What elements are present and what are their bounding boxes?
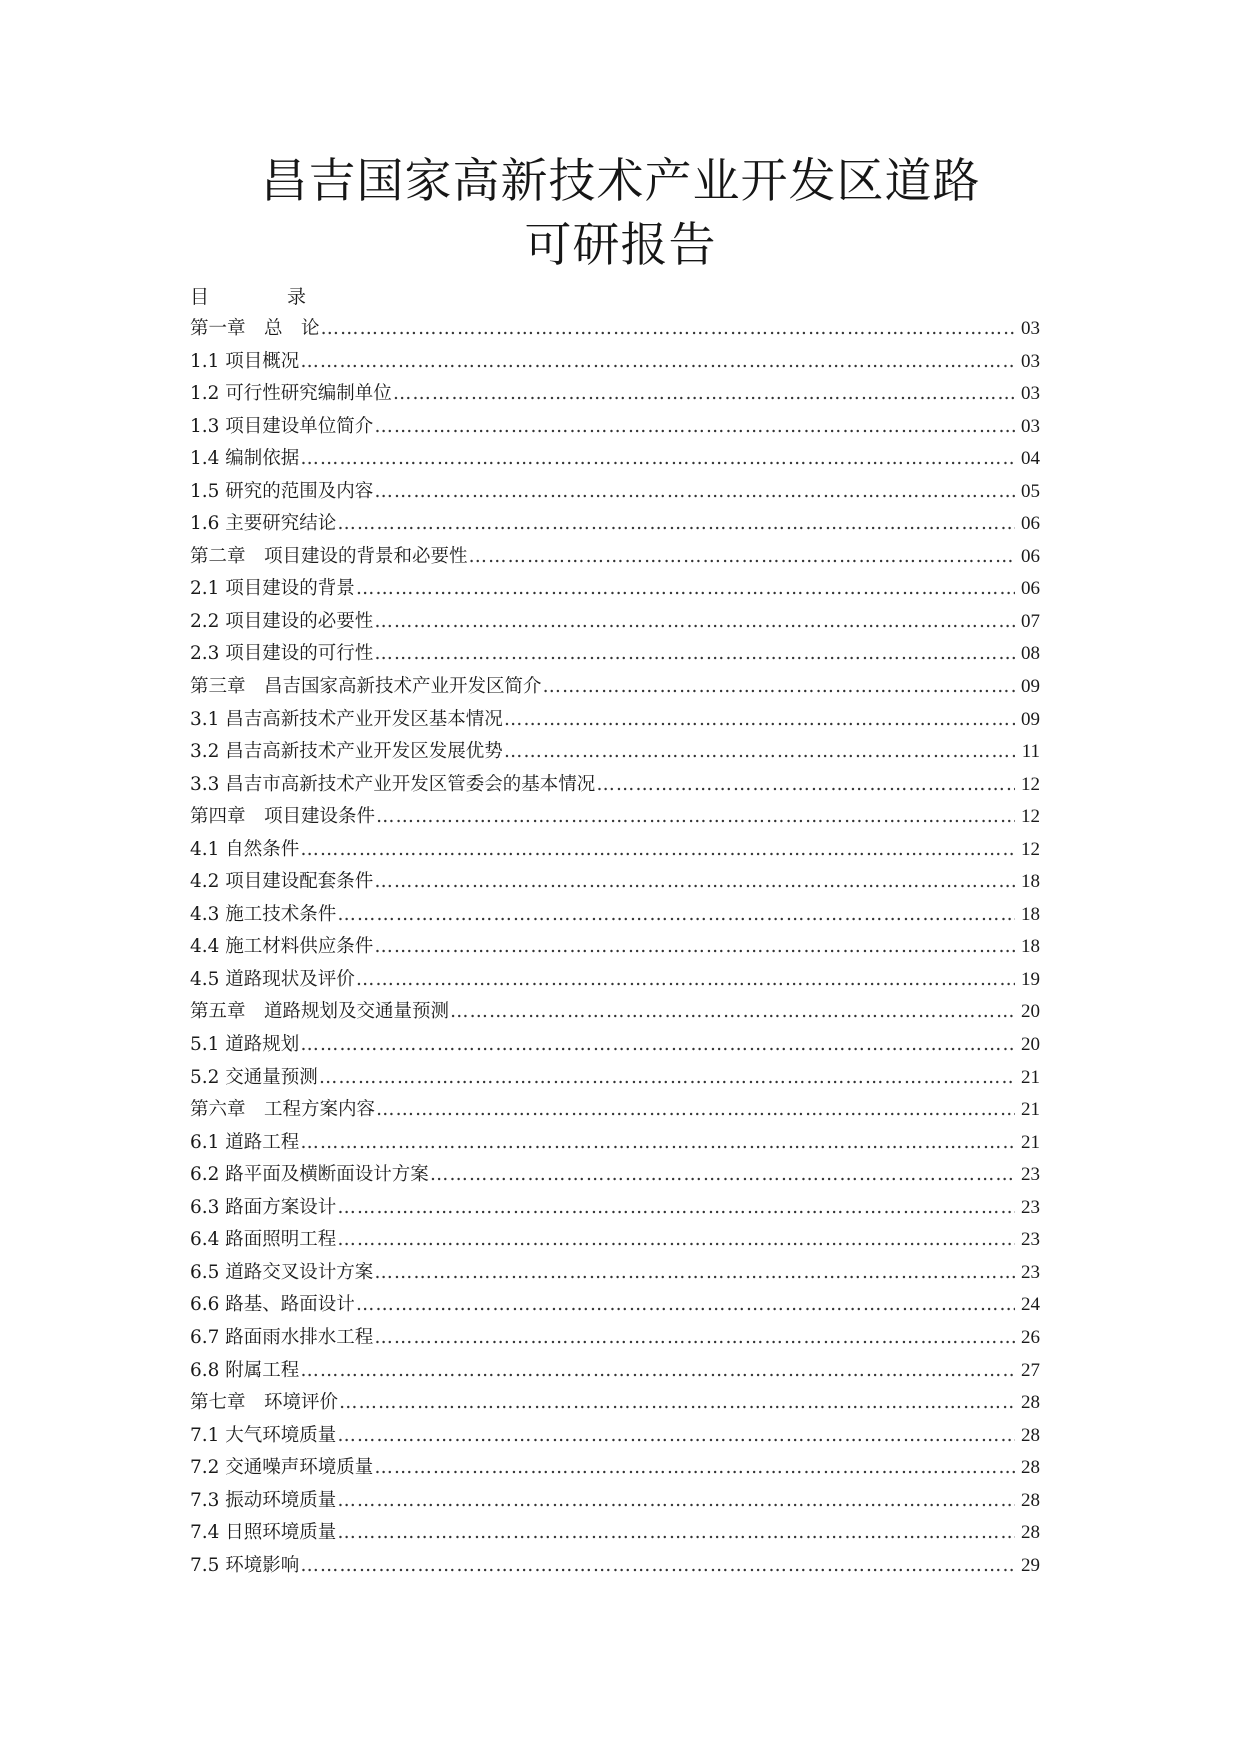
toc-entry-title: 1.2 可行性研究编制单位	[190, 383, 392, 405]
toc-entry-page-number: 28	[1021, 1522, 1040, 1544]
toc-entry[interactable]	[190, 1553, 1040, 1586]
toc-dot-leader	[337, 1227, 1015, 1253]
toc-entry[interactable]	[190, 381, 1040, 414]
toc-dot-leader	[450, 999, 1015, 1025]
toc-entry-page-number: 12	[1021, 806, 1040, 828]
toc-entry[interactable]	[190, 837, 1040, 870]
toc-entry-title: 6.7 路面雨水排水工程	[190, 1326, 374, 1348]
toc-entry-title: 第六章 工程方案内容	[190, 1099, 376, 1121]
toc-entry-page-number: 26	[1021, 1326, 1040, 1348]
toc-entry-page-number: 09	[1021, 676, 1040, 698]
toc-entry[interactable]	[190, 674, 1040, 707]
toc-entry-title: 6.6 路基、路面设计	[190, 1294, 355, 1316]
toc-entry-page-number: 11	[1021, 741, 1040, 763]
toc-dot-leader	[337, 1520, 1015, 1546]
toc-entry-title: 第四章 项目建设条件	[190, 806, 376, 828]
toc-dot-leader	[504, 707, 1015, 733]
toc-dot-leader	[469, 544, 1015, 570]
toc-entry-page-number: 05	[1021, 480, 1040, 502]
toc-dot-leader	[430, 1162, 1015, 1188]
toc-entry-title: 2.2 项目建设的必要性	[190, 610, 374, 632]
toc-entry-title: 1.3 项目建设单位简介	[190, 415, 374, 437]
toc-dot-leader	[337, 902, 1015, 928]
toc-entry-title: 第一章 总 论	[190, 318, 320, 339]
toc-entry-page-number: 12	[1021, 773, 1040, 795]
toc-dot-leader	[596, 772, 1015, 798]
toc-entry-title: 6.8 附属工程	[190, 1359, 300, 1381]
toc-entry-title: 7.4 日照环境质量	[190, 1522, 337, 1544]
toc-entry[interactable]	[190, 1423, 1040, 1456]
toc-entry[interactable]	[190, 1162, 1040, 1195]
toc-dot-leader	[374, 641, 1015, 667]
toc-entry-title: 5.1 道路规划	[190, 1034, 300, 1056]
toc-entry-title: 6.3 路面方案设计	[190, 1196, 337, 1218]
toc-entry[interactable]	[190, 999, 1040, 1032]
toc-entry-page-number: 18	[1021, 871, 1040, 893]
toc-dot-leader	[543, 674, 1015, 700]
table-of-contents	[190, 316, 1040, 1585]
toc-entry-title: 1.4 编制依据	[190, 448, 300, 470]
toc-entry-page-number: 03	[1021, 383, 1040, 405]
toc-entry-page-number: 03	[1021, 350, 1040, 372]
toc-entry-page-number: 21	[1021, 1066, 1040, 1088]
toc-entry-page-number: 18	[1021, 903, 1040, 925]
toc-dot-leader	[337, 1423, 1015, 1449]
toc-entry-title: 第二章 项目建设的背景和必要性	[190, 545, 468, 567]
toc-entry[interactable]	[190, 1195, 1040, 1228]
toc-entry-title: 6.5 道路交叉设计方案	[190, 1261, 374, 1283]
toc-entry-page-number: 23	[1021, 1261, 1040, 1283]
title-line-2: 可研报告	[524, 218, 717, 273]
toc-entry-title: 7.3 振动环境质量	[190, 1489, 337, 1511]
toc-entry-title: 第五章 道路规划及交通量预测	[190, 1001, 450, 1023]
toc-dot-leader	[393, 381, 1015, 407]
toc-entry-title: 5.2 交通量预测	[190, 1066, 318, 1088]
toc-entry[interactable]	[190, 1032, 1040, 1065]
toc-entry[interactable]	[190, 1097, 1040, 1130]
toc-dot-leader	[337, 511, 1015, 537]
toc-entry-page-number: 06	[1021, 578, 1040, 600]
toc-entry-title: 1.6 主要研究结论	[190, 513, 337, 535]
toc-entry-page-number: 28	[1021, 1489, 1040, 1511]
toc-entry-page-number: 18	[1021, 936, 1040, 958]
toc-dot-leader	[300, 446, 1015, 472]
toc-dot-leader	[376, 1097, 1015, 1123]
title-line-1: 昌吉国家高新技术产业开发区道路	[260, 154, 981, 209]
toc-entry-title: 6.4 路面照明工程	[190, 1229, 337, 1251]
toc-entry-title: 4.3 施工技术条件	[190, 903, 337, 925]
toc-dot-leader	[319, 1065, 1015, 1091]
toc-entry-title: 3.1 昌吉高新技术产业开发区基本情况	[190, 708, 503, 730]
toc-entry-title: 3.2 昌吉高新技术产业开发区发展优势	[190, 741, 503, 763]
toc-entry-title: 7.2 交通噪声环境质量	[190, 1457, 374, 1479]
toc-dot-leader	[374, 479, 1015, 505]
toc-heading-left: 目	[190, 286, 210, 308]
toc-entry[interactable]	[190, 1227, 1040, 1260]
toc-entry-title: 第七章 环境评价	[190, 1392, 339, 1414]
document-title	[0, 150, 1241, 278]
toc-entry-page-number: 03	[1021, 415, 1040, 437]
toc-entry-page-number: 04	[1021, 448, 1040, 470]
toc-entry-page-number: 20	[1021, 1001, 1040, 1023]
toc-entry-title: 1.1 项目概况	[190, 350, 300, 372]
toc-dot-leader	[374, 1325, 1015, 1351]
toc-entry[interactable]	[190, 1130, 1040, 1163]
toc-dot-leader	[300, 1358, 1015, 1384]
toc-dot-leader	[337, 1195, 1015, 1221]
toc-dot-leader	[300, 837, 1015, 863]
toc-entry[interactable]	[190, 869, 1040, 902]
toc-entry-title: 2.3 项目建设的可行性	[190, 643, 374, 665]
toc-entry[interactable]	[190, 1520, 1040, 1553]
toc-entry-title: 3.3 昌吉市高新技术产业开发区管委会的基本情况	[190, 773, 596, 795]
toc-entry[interactable]	[190, 1455, 1040, 1488]
toc-dot-leader	[337, 1488, 1015, 1514]
toc-entry[interactable]	[190, 772, 1040, 805]
toc-entry-page-number: 06	[1021, 545, 1040, 567]
toc-entry-page-number: 28	[1021, 1457, 1040, 1479]
toc-entry-page-number: 28	[1021, 1424, 1040, 1446]
toc-entry-page-number: 28	[1021, 1392, 1040, 1414]
toc-dot-leader	[339, 1390, 1015, 1416]
toc-entry-page-number: 23	[1021, 1229, 1040, 1251]
toc-entry-title: 2.1 项目建设的背景	[190, 578, 355, 600]
toc-entry-page-number: 21	[1021, 1131, 1040, 1153]
toc-entry-page-number: 03	[1021, 318, 1040, 339]
toc-entry-page-number: 24	[1021, 1294, 1040, 1316]
toc-entry-page-number: 19	[1021, 968, 1040, 990]
toc-dot-leader	[376, 804, 1015, 830]
toc-entry[interactable]	[190, 414, 1040, 447]
toc-entry-title: 7.1 大气环境质量	[190, 1424, 337, 1446]
toc-dot-leader	[374, 869, 1015, 895]
toc-dot-leader	[374, 609, 1015, 635]
toc-dot-leader	[356, 576, 1015, 602]
toc-entry[interactable]	[190, 641, 1040, 674]
toc-entry[interactable]	[190, 707, 1040, 740]
toc-entry[interactable]	[190, 1390, 1040, 1423]
toc-entry[interactable]	[190, 479, 1040, 512]
toc-entry[interactable]	[190, 316, 1040, 349]
toc-entry[interactable]	[190, 1488, 1040, 1521]
toc-dot-leader	[300, 1032, 1015, 1058]
toc-dot-leader	[374, 1455, 1015, 1481]
toc-entry-title: 4.1 自然条件	[190, 838, 300, 860]
toc-entry[interactable]	[190, 544, 1040, 577]
toc-entry-title: 4.4 施工材料供应条件	[190, 936, 374, 958]
toc-entry[interactable]	[190, 934, 1040, 967]
toc-entry-page-number: 09	[1021, 708, 1040, 730]
toc-dot-leader	[300, 1553, 1015, 1579]
toc-entry[interactable]	[190, 609, 1040, 642]
toc-entry-page-number: 21	[1021, 1099, 1040, 1121]
toc-dot-leader	[374, 414, 1015, 440]
toc-entry[interactable]	[190, 804, 1040, 837]
toc-dot-leader	[300, 349, 1015, 375]
toc-dot-leader	[374, 934, 1015, 960]
toc-entry[interactable]	[190, 1260, 1040, 1293]
toc-entry[interactable]	[190, 739, 1040, 772]
toc-entry-page-number: 08	[1021, 643, 1040, 665]
toc-entry-title: 4.2 项目建设配套条件	[190, 871, 374, 893]
toc-entry-page-number: 20	[1021, 1034, 1040, 1056]
toc-entry[interactable]	[190, 1358, 1040, 1391]
toc-entry[interactable]	[190, 576, 1040, 609]
toc-entry-title: 7.5 环境影响	[190, 1554, 300, 1576]
toc-entry-page-number: 29	[1021, 1554, 1040, 1576]
toc-entry[interactable]	[190, 902, 1040, 935]
toc-entry-title: 1.5 研究的范围及内容	[190, 480, 374, 502]
toc-entry-page-number: 23	[1021, 1164, 1040, 1186]
toc-entry-page-number: 23	[1021, 1196, 1040, 1218]
toc-dot-leader	[356, 1292, 1015, 1318]
toc-dot-leader	[300, 1130, 1015, 1156]
toc-entry[interactable]	[190, 1065, 1040, 1098]
toc-entry[interactable]	[190, 349, 1040, 382]
toc-entry-page-number: 12	[1021, 838, 1040, 860]
toc-heading-right: 录	[287, 286, 307, 308]
toc-entry[interactable]	[190, 967, 1040, 1000]
toc-dot-leader	[374, 1260, 1015, 1286]
toc-entry-title: 4.5 道路现状及评价	[190, 968, 355, 990]
toc-entry[interactable]	[190, 1292, 1040, 1325]
toc-dot-leader	[504, 739, 1015, 765]
toc-dot-leader	[356, 967, 1015, 993]
toc-entry[interactable]	[190, 446, 1040, 479]
toc-entry-title: 第三章 昌吉国家高新技术产业开发区简介	[190, 676, 542, 698]
toc-entry-page-number: 07	[1021, 610, 1040, 632]
toc-dot-leader	[321, 316, 1015, 342]
toc-entry-page-number: 06	[1021, 513, 1040, 535]
toc-heading	[190, 284, 306, 310]
toc-entry[interactable]	[190, 1325, 1040, 1358]
toc-entry[interactable]	[190, 511, 1040, 544]
toc-entry-title: 6.1 道路工程	[190, 1131, 300, 1153]
toc-entry-title: 6.2 路平面及横断面设计方案	[190, 1164, 429, 1186]
toc-entry-page-number: 27	[1021, 1359, 1040, 1381]
